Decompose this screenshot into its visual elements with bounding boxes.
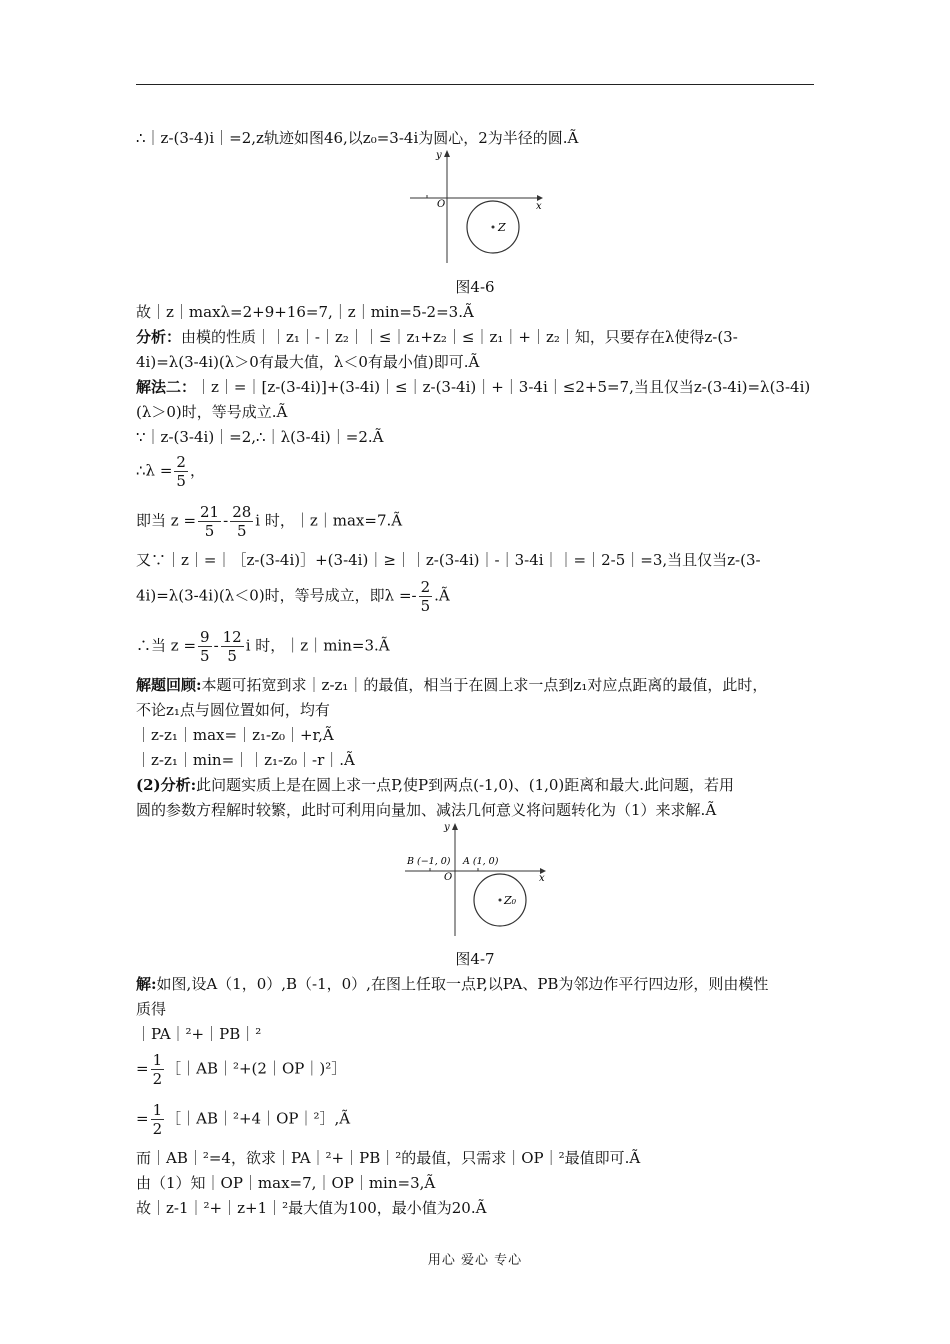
figure-4-6 — [405, 145, 550, 270]
y-arrow-icon — [452, 823, 458, 830]
line-18: 圆的参数方程解时较繁，此时可利用向量加、减法几何意义将问题转化为（1）来求解.Ã — [136, 801, 717, 819]
method-two-label: 解法二： — [136, 378, 197, 396]
line-10: 又∵｜z｜=｜［z-(3-4i)］+(3-4i)｜≥｜｜z-(3-4i)｜-｜3-4i｜｜=｜2-5｜=3,当且仅当z-(3- — [136, 551, 761, 569]
line-15: ｜z-z₁｜max=｜z₁-z₀｜+r,Ã — [136, 726, 334, 744]
center-dot — [499, 899, 502, 902]
line-19: 解:如图,设A（1，0）,B（-1，0）,在图上任取一点P,以PA、PB为邻边作平行四边形，则由模性 — [136, 975, 769, 993]
line-26: 故｜z-1｜²+｜z+1｜²最大值为100，最小值为20.Ã — [136, 1199, 487, 1217]
line-3: 分析：由模的性质｜｜z₁｜-｜z₂｜｜≤｜z₁+z₂｜≤｜z₁｜+｜z₂｜知，只要存在λ使得z-(3- — [136, 328, 738, 346]
line-24: 而｜AB｜²=4，欲求｜PA｜²+｜PB｜²的最值，只需求｜OP｜²最值即可.Ã — [136, 1149, 641, 1167]
line-12: ∴当 z = $\frac{9}{5}$ - $\frac{12}{5}$ i 时，｜z｜min=3.Ã — [136, 628, 390, 665]
line-25: 由（1）知｜OP｜max=7,｜OP｜min=3,Ã — [136, 1174, 436, 1192]
footer: 用心 爱心 专心 — [427, 1253, 523, 1268]
point-a-label: A (1, 0) — [463, 856, 499, 867]
line-23: = $\frac{1}{2}$ ［｜AB｜²+4｜OP｜²］,Ã — [136, 1101, 351, 1138]
line-1: ∴｜z-(3-4)i｜=2,z轨迹如图46,以z₀=3-4i为圆心，2为半径的圆.Ã — [136, 129, 579, 147]
line-11: 4i)=λ(3-4i)(λ＜0)时，等号成立，即λ =- $\frac{2}{5}$ .Ã — [136, 578, 450, 615]
line-16: ｜z-z₁｜min=｜｜z₁-z₀｜-r｜.Ã — [136, 751, 355, 769]
center-dot — [492, 226, 495, 229]
point-b-label: B (−1, 0) — [407, 856, 451, 867]
origin-label: O — [437, 199, 446, 210]
header-rule — [136, 84, 814, 85]
solution-label: 解: — [136, 975, 157, 993]
z-label: Z — [498, 221, 506, 234]
line-17: (2)分析:此问题实质上是在圆上求一点P,使P到两点(-1,0)、(1,0)距离和最大.此问题，若用 — [136, 776, 735, 794]
z0-label: Z₀ — [504, 894, 517, 907]
y-label: y — [436, 150, 442, 161]
line-8: ∴λ = $\frac{2}{5}$ ， — [136, 453, 205, 490]
y-label: y — [444, 822, 450, 833]
line-4: 4i)=λ(3-4i)(λ＞0有最大值，λ＜0有最小值)即可.Ã — [136, 353, 480, 371]
part-two-label: (2)分析: — [136, 776, 197, 794]
line-21: ｜PA｜²+｜PB｜² — [136, 1025, 262, 1043]
line-5: 解法二：｜z｜=｜[z-(3-4i)]+(3-4i)｜≤｜z-(3-4i)｜+｜3-4i｜≤2+5=7,当且仅当z-(3-4i)=λ(3-4i) — [136, 378, 811, 396]
line-6: (λ＞0)时，等号成立.Ã — [136, 403, 288, 421]
x-label: x — [539, 873, 545, 884]
line-2: 故｜z｜maxλ=2+9+16=7,｜z｜min=5-2=3.Ã — [136, 303, 474, 321]
line-14: 不论z₁点与圆位置如何，均有 — [136, 701, 330, 719]
line-7: ∵｜z-(3-4i)｜=2,∴｜λ(3-4i)｜=2.Ã — [136, 428, 384, 446]
figure-4-7 — [400, 818, 555, 943]
line-9: 即当 z = $\frac{21}{5}$ - $\frac{28}{5}$ i 时，｜z｜max=7.Ã — [136, 503, 403, 540]
line-13: 解题回顾:本题可拓宽到求｜z-z₁｜的最值，相当于在圆上求一点到z₁对应点距离的最值，此时， — [136, 676, 768, 694]
analysis-label: 分析： — [136, 328, 182, 346]
line-20: 质得 — [136, 1000, 167, 1018]
fraction: $\frac{2}{5}$ — [176, 453, 186, 490]
review-label: 解题回顾: — [136, 676, 202, 694]
line-22: = $\frac{1}{2}$ ［｜AB｜²+(2｜OP｜)²］ — [136, 1051, 347, 1088]
caption-4-6: 图4-6 — [455, 278, 495, 296]
y-arrow-icon — [444, 150, 450, 157]
x-label: x — [536, 201, 542, 212]
caption-4-7: 图4-7 — [455, 950, 495, 968]
origin-label: O — [444, 872, 453, 883]
